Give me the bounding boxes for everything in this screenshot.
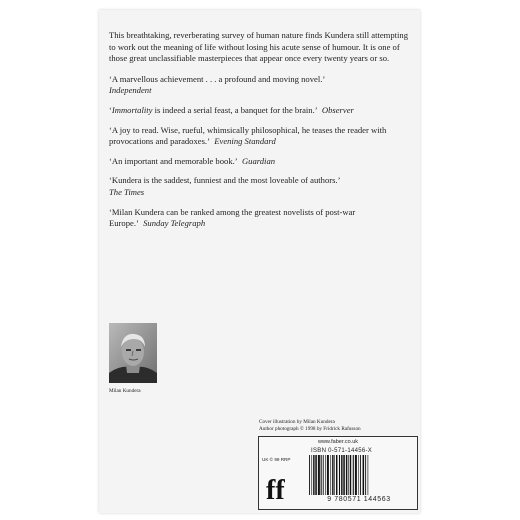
barcode-panel [258,436,418,510]
author-photo [109,323,157,383]
barcode-bar [334,455,335,495]
isbn-label: ISBN 0-571-14456-X [311,448,373,454]
barcode-bars [307,455,411,495]
book-back-cover [99,10,420,513]
barcode-bar [313,455,314,495]
book-title: Immortality [111,104,153,115]
author-photo-credit: Author photograph © 1998 by Fridrick Rafusson [259,425,361,432]
barcode-bar [358,455,359,495]
faber-logo-icon [262,473,300,503]
barcode-bar [323,455,324,495]
quote-text: ‘Milan Kundera can be ranked among the greatest novelists of post-war Europe.’ [109,206,356,229]
barcode-bar [330,455,331,495]
review-quote [109,156,415,168]
barcode-bar [346,455,347,495]
cover-credit: Cover illustration by Milan Kundera [259,419,335,425]
quote-source: Independent [109,85,152,96]
publisher-website: www.faber.co.uk [317,439,359,445]
review-quote [109,125,415,148]
price-label: UK © 99 RRP [262,457,291,462]
credits [259,419,361,433]
barcode-bar [311,455,312,495]
quote-text: ‘An important and memorable book.’ [109,155,238,166]
barcode-bar [350,455,351,495]
photo-caption: Milan Kundera [109,388,141,394]
quote-source: Evening Standard [214,136,276,147]
barcode-bar [336,455,337,495]
review-quote [109,175,415,198]
barcode-bar [309,455,310,495]
barcode-bar [363,455,365,495]
quote-source: Observer [321,104,354,115]
quote-source: Sunday Telegraph [143,218,206,229]
barcode-bar [355,455,357,495]
barcode-number: 9 780571 144563 [327,496,391,503]
barcode-bar [353,455,354,495]
author-portrait-image [109,323,157,383]
barcode-bar [339,455,340,495]
barcode-bar [315,455,317,495]
blurb [109,30,415,238]
quote-text: ‘A marvellous achievement . . . a profound and moving novel.’ [109,73,326,84]
blurb-intro: This breathtaking, reverberating survey of human nature finds Kundera still attempting to work out the meaning of life without losing his acute sense of humour. It is one of those great unclassifiable masterpieces that appear once every twenty years or so. [109,30,409,64]
review-quote [109,207,415,230]
quote-source: The Times [109,186,145,197]
barcode-bar [368,455,369,495]
quote-text: is indeed a serial feast, a banquet for the brain.’ [152,104,318,115]
barcode-bar [365,455,366,495]
barcode-bar [327,455,329,495]
review-quote [109,74,415,97]
barcode-bar [341,455,342,495]
quote-text: ‘A joy to read. Wise, rueful, whimsically philosophical, he teases the reader with provocations and paradoxes.’ [109,124,387,147]
quote-source: Guardian [241,155,276,166]
barcode-bar [325,455,326,495]
review-quote [109,105,415,117]
barcode-bar [318,455,320,495]
barcode-bar [321,455,322,495]
faber-logo-text: ff [266,475,285,503]
quote-text: ‘Kundera is the saddest, funniest and the most loveable of authors.’ [109,175,341,186]
barcode-bar [343,455,345,495]
barcode-bar [332,455,333,495]
barcode-bar [360,455,361,495]
quote-open-mark: ‘ [109,104,112,115]
barcode-bar [348,455,349,495]
